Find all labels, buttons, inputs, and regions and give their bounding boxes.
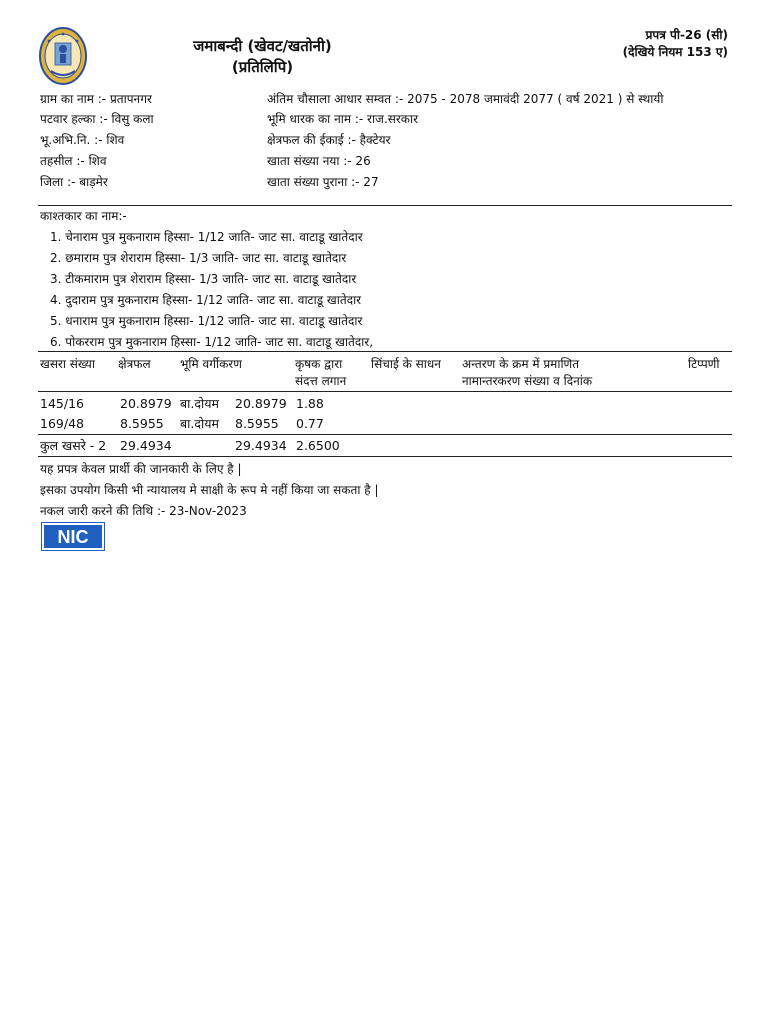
owner-item: 6. पोकरराम पुत्र मुकनाराम हिस्सा- 1/12 जाति- जाट सा. वाटाडू खातेदार, [50,335,374,349]
divider [38,456,732,457]
cell-area: 8.5955 [120,416,164,431]
document-subtitle: (प्रतिलिपि) [231,58,294,76]
new-account-number: खाता संख्या नया :- 26 [267,154,371,168]
cell-class-name: बा.दोयम [180,416,219,431]
total-rent: 2.6500 [296,438,340,453]
chausala-base-year: अंतिम चौसाला आधार सम्वत :- 2075 - 2078 जमावंदी 2077 ( वर्ष 2021 ) से स्थायी [267,92,664,106]
tehsil: तहसील :- शिव [40,154,107,168]
col-header-rent-line2: संदत्त लगान [295,374,347,388]
col-header-remarks: टिप्पणी [688,357,720,371]
col-header-classification: भूमि वर्गीकरण [180,357,242,371]
cell-rent: 0.77 [296,416,324,431]
area-unit: क्षेत्रफल की ईकाई :- हैक्टेयर [267,133,391,147]
form-number: प्रपत्र पी-26 (सी) [645,28,728,42]
village-name: ग्राम का नाम :- प्रतापनगर [40,92,152,106]
divider [38,434,732,435]
rule-reference: (देखिये नियम 153 ए) [622,45,728,59]
patwar-halka: पटवार हल्का :- विसु कला [40,112,154,126]
document-title: जमाबन्दी (खेवट/खतोनी) [193,37,332,55]
owner-item: 1. चेनाराम पुत्र मुकनाराम हिस्सा- 1/12 जाति- जाट सा. वाटाडू खातेदार [50,230,363,244]
rajasthan-seal-icon [39,27,87,85]
col-header-transfer-line2: नामान्तरकरण संख्या व दिनांक [462,374,593,388]
nic-logo-icon [41,522,105,551]
issue-date: नकल जारी करने की तिथि :- 23-Nov-2023 [40,504,247,518]
owner-item: 2. छमाराम पुत्र शेराराम हिस्सा- 1/3 जाति- जाट सा. वाटाडू खातेदार [50,251,347,265]
not-evidence-note: इसका उपयोग किसी भी न्यायालय मे साक्षी के रूप मे नहीं किया जा सकता है | [40,483,379,497]
district: जिला :- बाड़मेर [40,175,108,189]
land-record-inspector: भू.अभि.नि. :- शिव [40,133,125,147]
cell-class-area: 8.5955 [235,416,279,431]
total-label: कुल खसरे - 2 [40,438,107,453]
owner-item: 4. दुदाराम पुत्र मुकनाराम हिस्सा- 1/12 जाति- जाट सा. वाटाडू खातेदार [50,293,362,307]
nic-logo-text: NIC [57,527,89,547]
total-area: 29.4934 [120,438,172,453]
divider [38,351,732,352]
owner-item: 5. धनाराम पुत्र मुकनाराम हिस्सा- 1/12 जाति- जाट सा. वाटाडू खातेदार [50,314,363,328]
old-account-number: खाता संख्या पुराना :- 27 [267,175,379,189]
info-only-note: यह प्रपत्र केवल प्रार्थी की जानकारी के लिए है | [40,462,242,476]
cell-rent: 1.88 [296,396,324,411]
col-header-area: क्षेत्रफल [118,357,151,371]
cell-area: 20.8979 [120,396,172,411]
col-header-khasra: खसरा संख्या [40,357,95,371]
owners-heading: काश्तकार का नाम:- [40,209,127,223]
col-header-irrigation: सिंचाई के साधन [371,357,441,371]
cell-class-name: बा.दोयम [180,396,219,411]
total-class-area: 29.4934 [235,438,287,453]
divider [38,205,732,206]
divider [38,391,732,392]
col-header-transfer: अन्तरण के क्रम में प्रमाणित [462,357,580,371]
col-header-rent: कृषक द्वारा [295,357,343,371]
owner-item: 3. टीकमाराम पुत्र शेराराम हिस्सा- 1/3 जाति- जाट सा. वाटाडू खातेदार [50,272,357,286]
land-holder-name: भूमि धारक का नाम :- राज.सरकार [267,112,419,126]
cell-class-area: 20.8979 [235,396,287,411]
cell-khasra: 169/48 [40,416,84,431]
cell-khasra: 145/16 [40,396,84,411]
